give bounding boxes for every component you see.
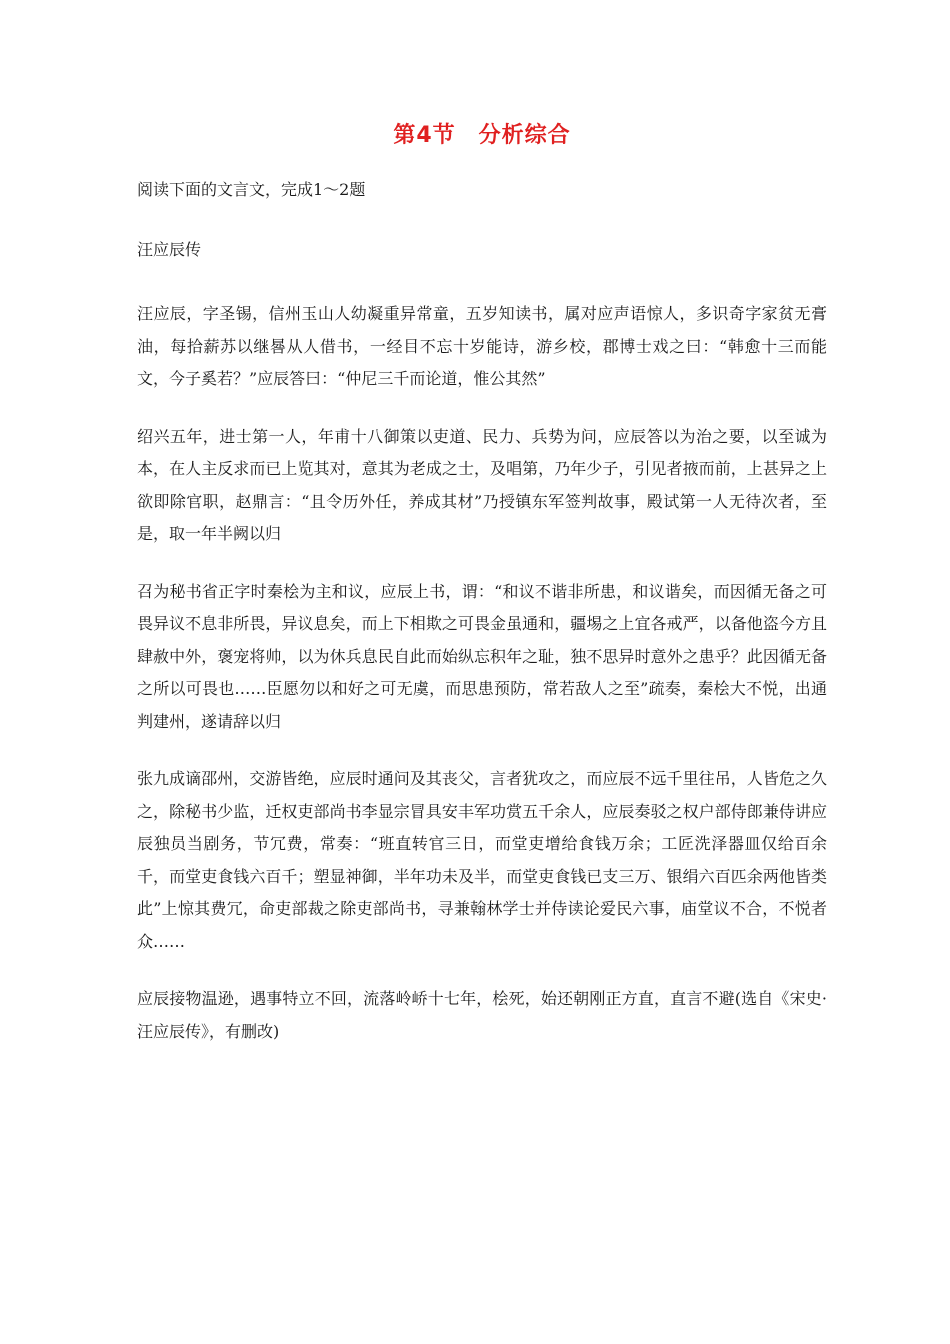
document-title: 第4节 分析综合 xyxy=(393,123,571,148)
question-instruction: 阅读下面的文言文，完成1～2题 xyxy=(137,180,366,199)
passage-paragraph-3: 召为秘书省正字时秦桧为主和议，应辰上书，谓：“和议不谐非所患，和议谐矣，而因循无备之可畏异议不息非所畏，异议息矣，而上下相欺之可畏金虽通和，疆埸之上宜各戒严，以备他盗今方且肆赦中外，褒宠将帅，以为休兵息民自此而始纵忘积年之耻，独不思异时意外之患乎？此因循无备之所以可畏也……臣愿勿以和好之可无虞，而思患预防，常若敌人之至”疏奏，秦桧大不悦，出通判建州，遂请辞以归 xyxy=(137,581,827,731)
passage-paragraph-1: 汪应辰，字圣锡，信州玉山人幼凝重异常童，五岁知读书，属对应声语惊人，多识奇字家贫无膏油，每拾薪苏以继晷从人借书，一经目不忘十岁能诗，游乡校，郡博士戏之曰：“韩愈十三而能文，今子奚若？”应辰答曰：“仲尼三千而论道，惟公其然” xyxy=(137,304,827,388)
passage-paragraph-4: 张九成谪邵州，交游皆绝，应辰时通问及其丧父，言者犹攻之，而应辰不远千里往吊，人皆危之久之，除秘书少监，迁权吏部尚书李显宗冒具安丰军功赏五千余人，应辰奏驳之权户部侍郎兼侍讲应辰独员当剧务，节冗费，常奏：“班直转官三日，而堂吏增给食钱万余；工匠洗泽器皿仅给百余千，而堂吏食钱六百千；塑显神御，半年功未及半，而堂吏食钱已支三万、银绢六百匹余两他皆类此”上惊其费冗，命吏部裁之除吏部尚书，寻兼翰林学士并侍读论爱民六事，庙堂议不合，不悦者众…… xyxy=(137,769,827,951)
passage-paragraph-5: 应辰接物温逊，遇事特立不回，流落岭峤十七年，桧死，始还朝刚正方直，直言不避(选自《宋史·汪应辰传》，有删改) xyxy=(137,989,827,1041)
passage-title: 汪应辰传 xyxy=(137,240,202,259)
document-page xyxy=(137,120,827,1048)
passage-paragraph-2: 绍兴五年，进士第一人，年甫十八御策以吏道、民力、兵势为问，应辰答以为治之要，以至诚为本，在人主反求而已上览其对，意其为老成之士，及唱第，乃年少子，引见者掖而前，上甚异之上欲即除官职，赵鼎言：“且令历外任，养成其材”乃授镇东军签判故事，殿试第一人无待次者，至是，取一年半阙以归 xyxy=(137,426,827,543)
